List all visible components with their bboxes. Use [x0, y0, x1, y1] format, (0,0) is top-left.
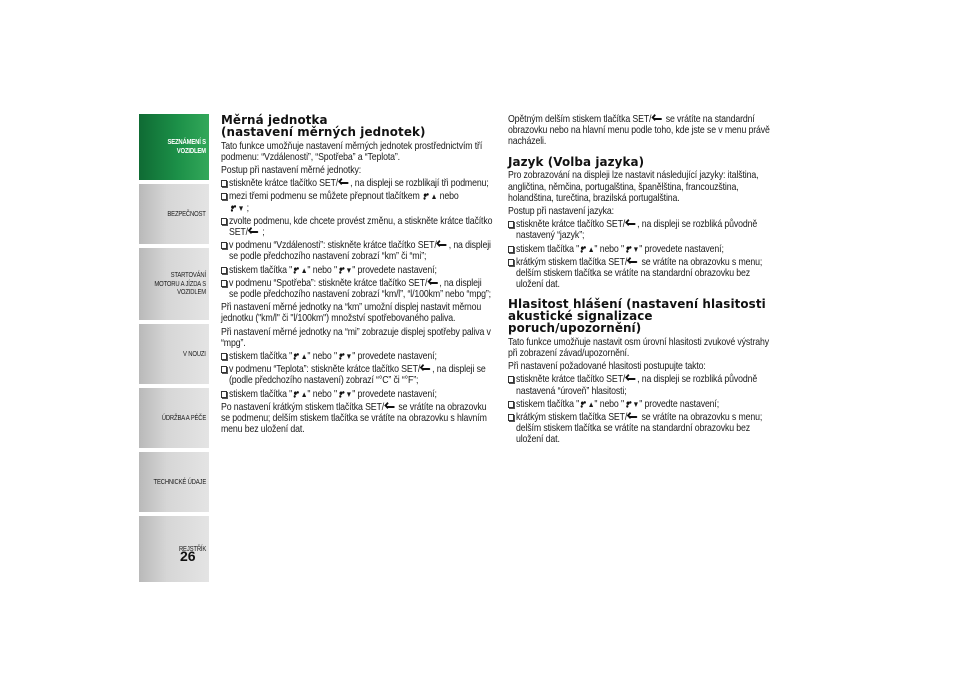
tab-label: REJSTŘÍK: [178, 543, 206, 553]
tab-technicke-udaje[interactable]: [139, 452, 209, 512]
arrow-up-icon: ▲: [587, 244, 595, 254]
knob-icon: [293, 390, 300, 398]
tab-rejstrik[interactable]: [139, 516, 209, 582]
checkbox-bullet-icon: [221, 391, 227, 398]
tab-startovani[interactable]: [139, 248, 209, 320]
paragraph: Pro zobrazování na displeji lze nastavit následující jazyky: italština, angličtina, němčina, portugalština, španělština, francouzština, holandština, turečtina, brazilská portugalština.: [508, 170, 759, 204]
checkbox-bullet-icon: [221, 353, 227, 360]
arrow-down-icon: ▼: [632, 244, 640, 254]
list-item: v podmenu “Spotřeba”: stiskněte krátce tlačítko SET/ , na displeji se podle předchozího nastavení zobrazí “km/l”, “l/100km” nebo “mpg”;: [221, 278, 493, 300]
checkbox-bullet-icon: [221, 180, 227, 187]
checkbox-bullet-icon: [508, 221, 514, 228]
knob-icon: [293, 266, 300, 274]
right-column: [508, 114, 780, 448]
list-item: v podmenu “Teplota”: stiskněte krátce tlačítko SET/ , na displeji se (podle předchozího nastavení) zobrazí “°C” či “°F”;: [221, 364, 493, 386]
list-item: zvolte podmenu, kde chcete provést změnu, a stiskněte krátce tlačítko SET/ ;: [221, 216, 493, 238]
knob-icon: [338, 390, 345, 398]
chapter-sidebar: [139, 114, 209, 553]
list-item: stiskněte krátce tlačítko SET/ , na displeji se rozblikají tři podmenu;: [221, 178, 493, 189]
checkbox-bullet-icon: [508, 414, 514, 421]
return-arrow-icon: [626, 375, 636, 383]
paragraph: Postup při nastavení jazyka:: [508, 206, 614, 218]
tab-bezpecnost[interactable]: [139, 184, 209, 244]
arrow-down-icon: ▼: [345, 389, 353, 399]
tab-label: SEZNÁMENÍ S VOZIDLEM: [167, 137, 206, 155]
checkbox-bullet-icon: [508, 401, 514, 408]
section-heading-unit: Měrná jednotka (nastavení měrných jednotek): [221, 112, 426, 139]
return-arrow-icon: [628, 258, 638, 266]
list-item: stiskem tlačítka " ▲" nebo " ▼" provedte nastavení;: [508, 399, 780, 410]
page-number: 26: [180, 548, 196, 564]
knob-icon: [625, 400, 632, 408]
knob-icon: [230, 204, 237, 212]
paragraph: Při nastavení měrné jednotky na “km” umožní displej nastavit měrnou jednotku ("km/l" či "l/100km") množství spotřebovaného paliva.: [221, 302, 482, 325]
section-heading-volume: Hlasitost hlášení (nastavení hlasitosti akustické signalizace poruch/upozornění): [508, 296, 766, 336]
knob-icon: [580, 245, 587, 253]
arrow-down-icon: ▼: [345, 265, 353, 275]
knob-icon: [625, 245, 632, 253]
tab-v-nouzi[interactable]: [139, 324, 209, 384]
list-item: stiskněte krátce tlačítko SET/ , na displeji se rozbliká původně nastavená “úroveň” hlasitosti;: [508, 374, 780, 396]
tab-label: BEZPEČNOST: [167, 208, 206, 218]
knob-icon: [293, 352, 300, 360]
paragraph: Při nastavení měrné jednotky na “mi” zobrazuje displej spotřeby paliva v “mpg”.: [221, 326, 491, 349]
checkbox-bullet-icon: [221, 193, 227, 200]
checkbox-bullet-icon: [221, 280, 227, 287]
list-item: stiskem tlačítka " ▲" nebo " ▼" provedete nastavení;: [221, 265, 493, 276]
checkbox-bullet-icon: [221, 267, 227, 274]
tab-label: TECHNICKÉ ÚDAJE: [153, 476, 206, 486]
paragraph: Postup při nastavení měrné jednotky:: [221, 165, 362, 176]
arrow-up-icon: ▲: [300, 352, 308, 362]
return-arrow-icon: [626, 220, 636, 228]
arrow-up-icon: ▲: [430, 192, 438, 202]
arrow-down-icon: ▼: [237, 203, 245, 213]
checkbox-bullet-icon: [508, 259, 514, 266]
tab-label: ÚDRŽBA A PÉČE: [161, 412, 206, 422]
knob-icon: [580, 400, 587, 408]
paragraph: Tato funkce umožňuje nastavit osm úrovní hlasitosti zvukové výstrahy při zobrazení závad/upozornění.: [508, 336, 770, 360]
tab-udrzba-a-pece[interactable]: [139, 388, 209, 448]
return-arrow-icon: [428, 279, 438, 287]
checkbox-bullet-icon: [221, 242, 227, 249]
left-column: [221, 114, 493, 437]
paragraph: Tato funkce umožňuje nastavení měrných jednotek prostřednictvím tří podmenu: “Vzdálenosti”, “Spotřeba” a “Teplota”.: [221, 140, 483, 163]
list-item: mezi třemi podmenu se můžete přepnout tlačítkem ▲ nebo ▼ ;: [221, 191, 493, 213]
section-heading-language: Jazyk (Volba jazyka): [508, 153, 645, 169]
checkbox-bullet-icon: [508, 246, 514, 253]
list-item: krátkým stiskem tlačítka SET/ se vrátíte na obrazovku s menu; delším stiskem tlačítka se vrátíte na standardní obrazovku bez uložení dat.: [508, 257, 780, 291]
arrow-down-icon: ▼: [632, 399, 640, 409]
return-arrow-icon: [339, 179, 349, 187]
tab-label: STARTOVÁNÍ MOTORU A JÍZDA S VOZIDLEM: [154, 269, 206, 297]
knob-icon: [423, 192, 430, 200]
checkbox-bullet-icon: [221, 366, 227, 373]
list-item: stiskem tlačítka " ▲" nebo " ▼" provedete nastavení;: [221, 389, 493, 400]
return-arrow-icon: [652, 115, 662, 123]
paragraph: Při nastavení požadované hlasitosti postupujte takto:: [508, 361, 706, 373]
list-item: v podmenu “Vzdálenosti”: stiskněte krátce tlačítko SET/ , na displeji se podle předchozího nastavení zobrazí “km” či “mi”;: [221, 240, 493, 262]
arrow-down-icon: ▼: [345, 352, 353, 362]
checkbox-bullet-icon: [221, 218, 227, 225]
return-arrow-icon: [438, 241, 448, 249]
arrow-up-icon: ▲: [587, 399, 595, 409]
list-item: stiskem tlačítka " ▲" nebo " ▼" provedete nastavení;: [508, 244, 780, 255]
tab-label: V NOUZI: [183, 348, 206, 358]
paragraph: Po nastavení krátkým stiskem tlačítka SET/ se vrátíte na obrazovku se podmenu; delším stiskem tlačítka se vrátíte na obrazovku s hlavním menu bez uložení dat.: [221, 401, 487, 436]
paragraph: Opětným delším stiskem tlačítka SET/ se vrátíte na standardní obrazovku nebo na hlavní menu podle toho, kde jste se v menu právě nacházeli.: [508, 114, 770, 148]
tab-seznameni-s-vozidlem[interactable]: [139, 114, 209, 180]
list-item: krátkým stiskem tlačítka SET/ se vrátíte na obrazovku s menu; delším stiskem tlačítka se vrátíte na standardní obrazovku bez uložení dat.: [508, 412, 780, 446]
return-arrow-icon: [421, 365, 431, 373]
knob-icon: [338, 266, 345, 274]
return-arrow-icon: [385, 403, 395, 411]
knob-icon: [338, 352, 345, 360]
checkbox-bullet-icon: [508, 376, 514, 383]
list-item: stiskněte krátce tlačítko SET/ , na displeji se rozbliká původně nastavený “jazyk”;: [508, 219, 780, 241]
arrow-up-icon: ▲: [300, 265, 308, 275]
return-arrow-icon: [249, 228, 259, 236]
return-arrow-icon: [628, 413, 638, 421]
list-item: stiskem tlačítka " ▲" nebo " ▼" provedete nastavení;: [221, 351, 493, 362]
arrow-up-icon: ▲: [300, 389, 308, 399]
